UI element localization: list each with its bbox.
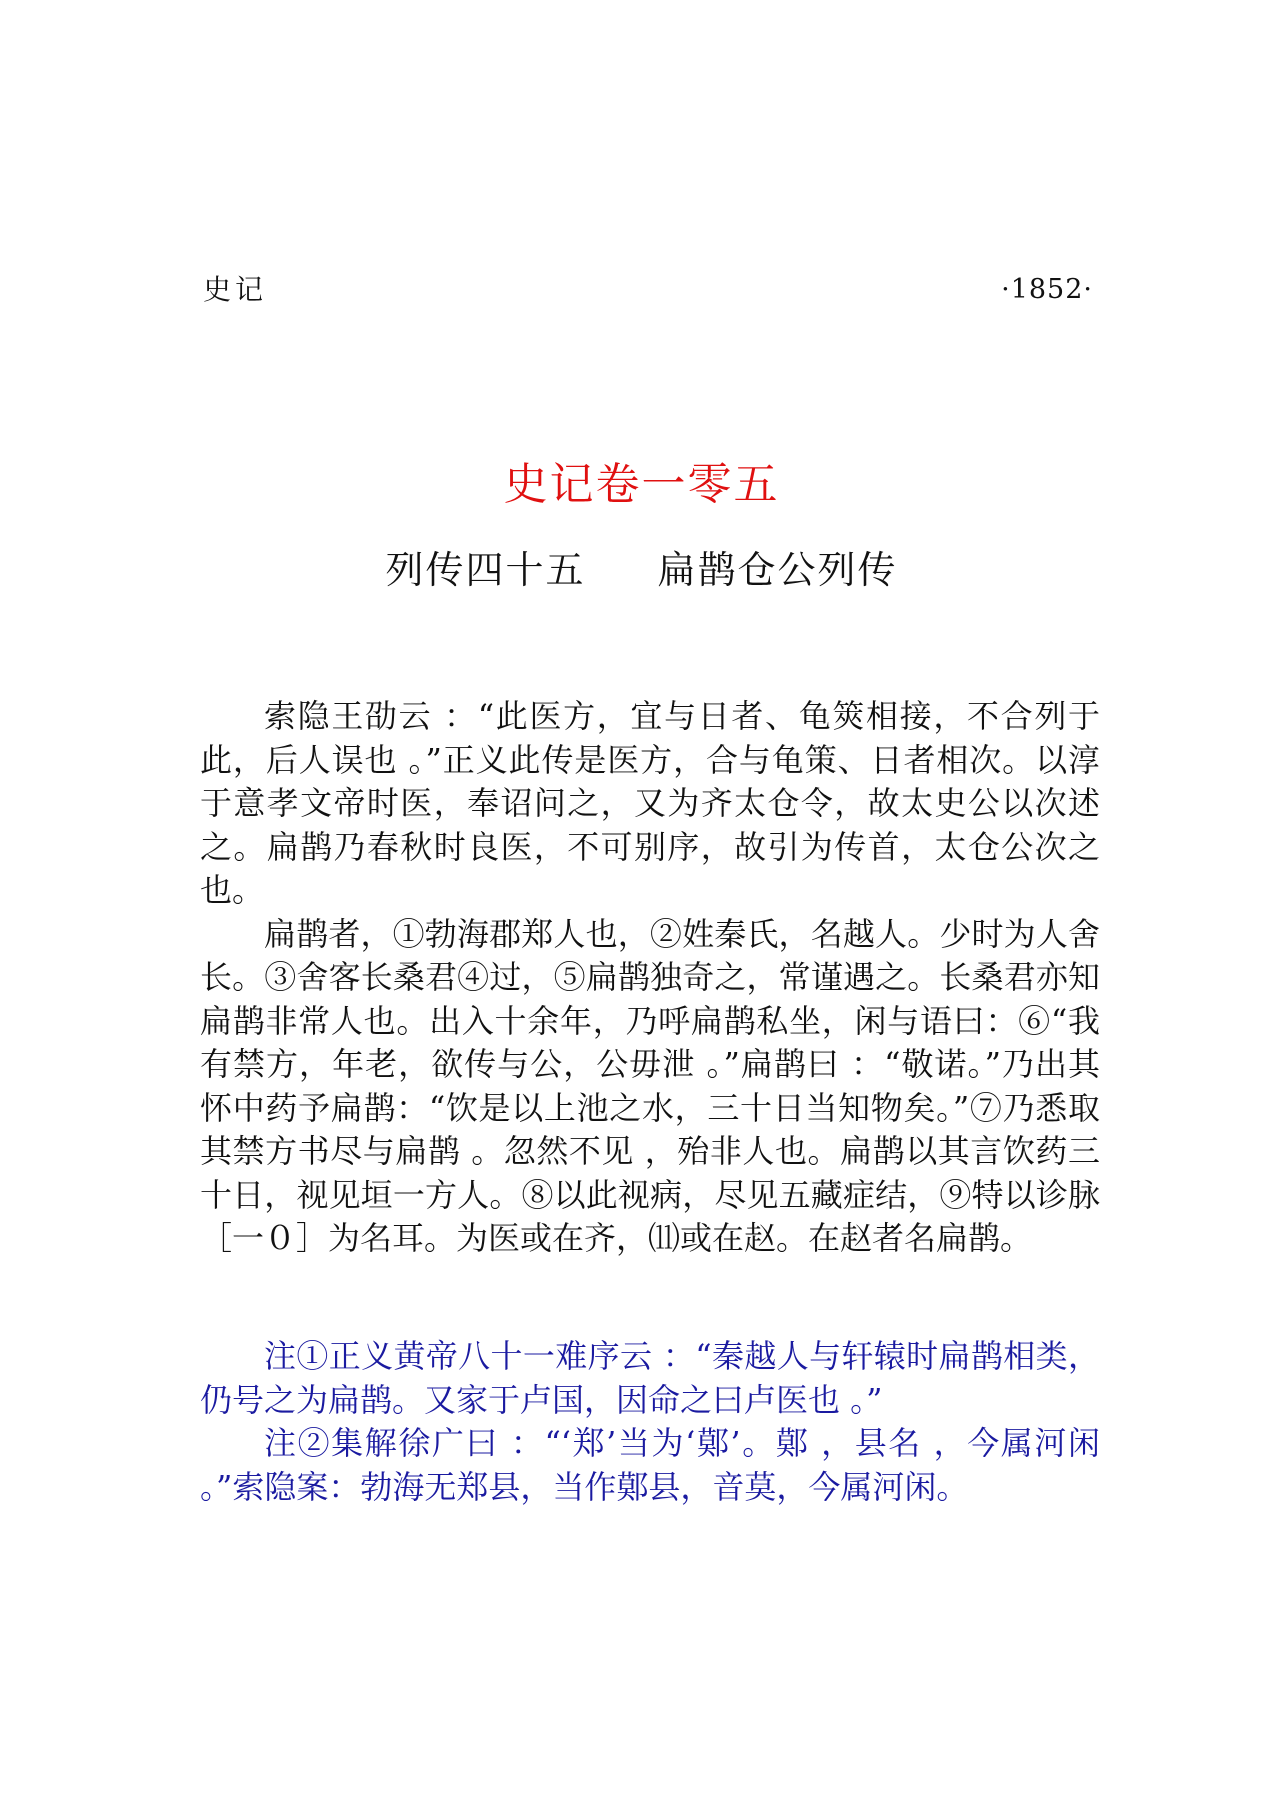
annotation-notes bbox=[200, 1335, 1100, 1509]
chapter-title bbox=[0, 542, 1283, 598]
page-number: ·1852· bbox=[1001, 274, 1093, 305]
body-paragraph: 扁鹊者，①勃海郡郑人也，②姓秦氏，名越人。少时为人舍长。③舍客长桑君④过，⑤扁鹊独奇之，常谨遇之。长桑君亦知扁鹊非常人也。出入十余年，乃呼扁鹊私坐，闲与语曰：⑥“我有禁方，年老，欲传与公，公毋泄 。”扁鹊曰 ：“敬诺。”乃出其怀中药予扁鹊：“饮是以上池之水，三十日当知物矣。”⑦乃悉取其禁方书尽与扁鹊 。忽然不见 ，殆非人也。扁鹊以其言饮药三十日，视见垣一方人。⑧以此视病，尽见五藏症结，⑨特以诊脉［一０］为名耳。为医或在齐，⑾或在赵。在赵者名扁鹊。 bbox=[200, 914, 1100, 1257]
main-text bbox=[200, 695, 1100, 1261]
note-item: 注①正义黄帝八十一难序云 ：“秦越人与轩辕时扁鹊相类，仍号之为扁鹊。又家于卢国，因命之曰卢医也 。” bbox=[200, 1337, 1100, 1419]
volume-title: 史记卷一零五 bbox=[503, 459, 780, 510]
chapter-series: 列传四十五 bbox=[385, 548, 586, 592]
note-item: 注②集解徐广曰 ：“‘郑’当为‘鄚’。鄚 ，县名 ，今属河闲 。”索隐案：勃海无郑县，当作鄚县，音莫，今属河闲。 bbox=[200, 1424, 1100, 1506]
chapter-name: 扁鹊仓公列传 bbox=[657, 548, 898, 592]
running-head bbox=[203, 270, 1093, 310]
book-title: 史记 bbox=[203, 273, 268, 306]
body-paragraph: 索隐王劭云 ：“此医方，宜与日者、龟筴相接，不合列于此，后人误也 。”正义此传是医方，合与龟策、日者相次。以淳于意孝文帝时医，奉诏问之，又为齐太仓令，故太史公以次述之。扁鹊乃春秋时良医，不可别序，故引为传首，太仓公次之也。 bbox=[200, 697, 1100, 909]
